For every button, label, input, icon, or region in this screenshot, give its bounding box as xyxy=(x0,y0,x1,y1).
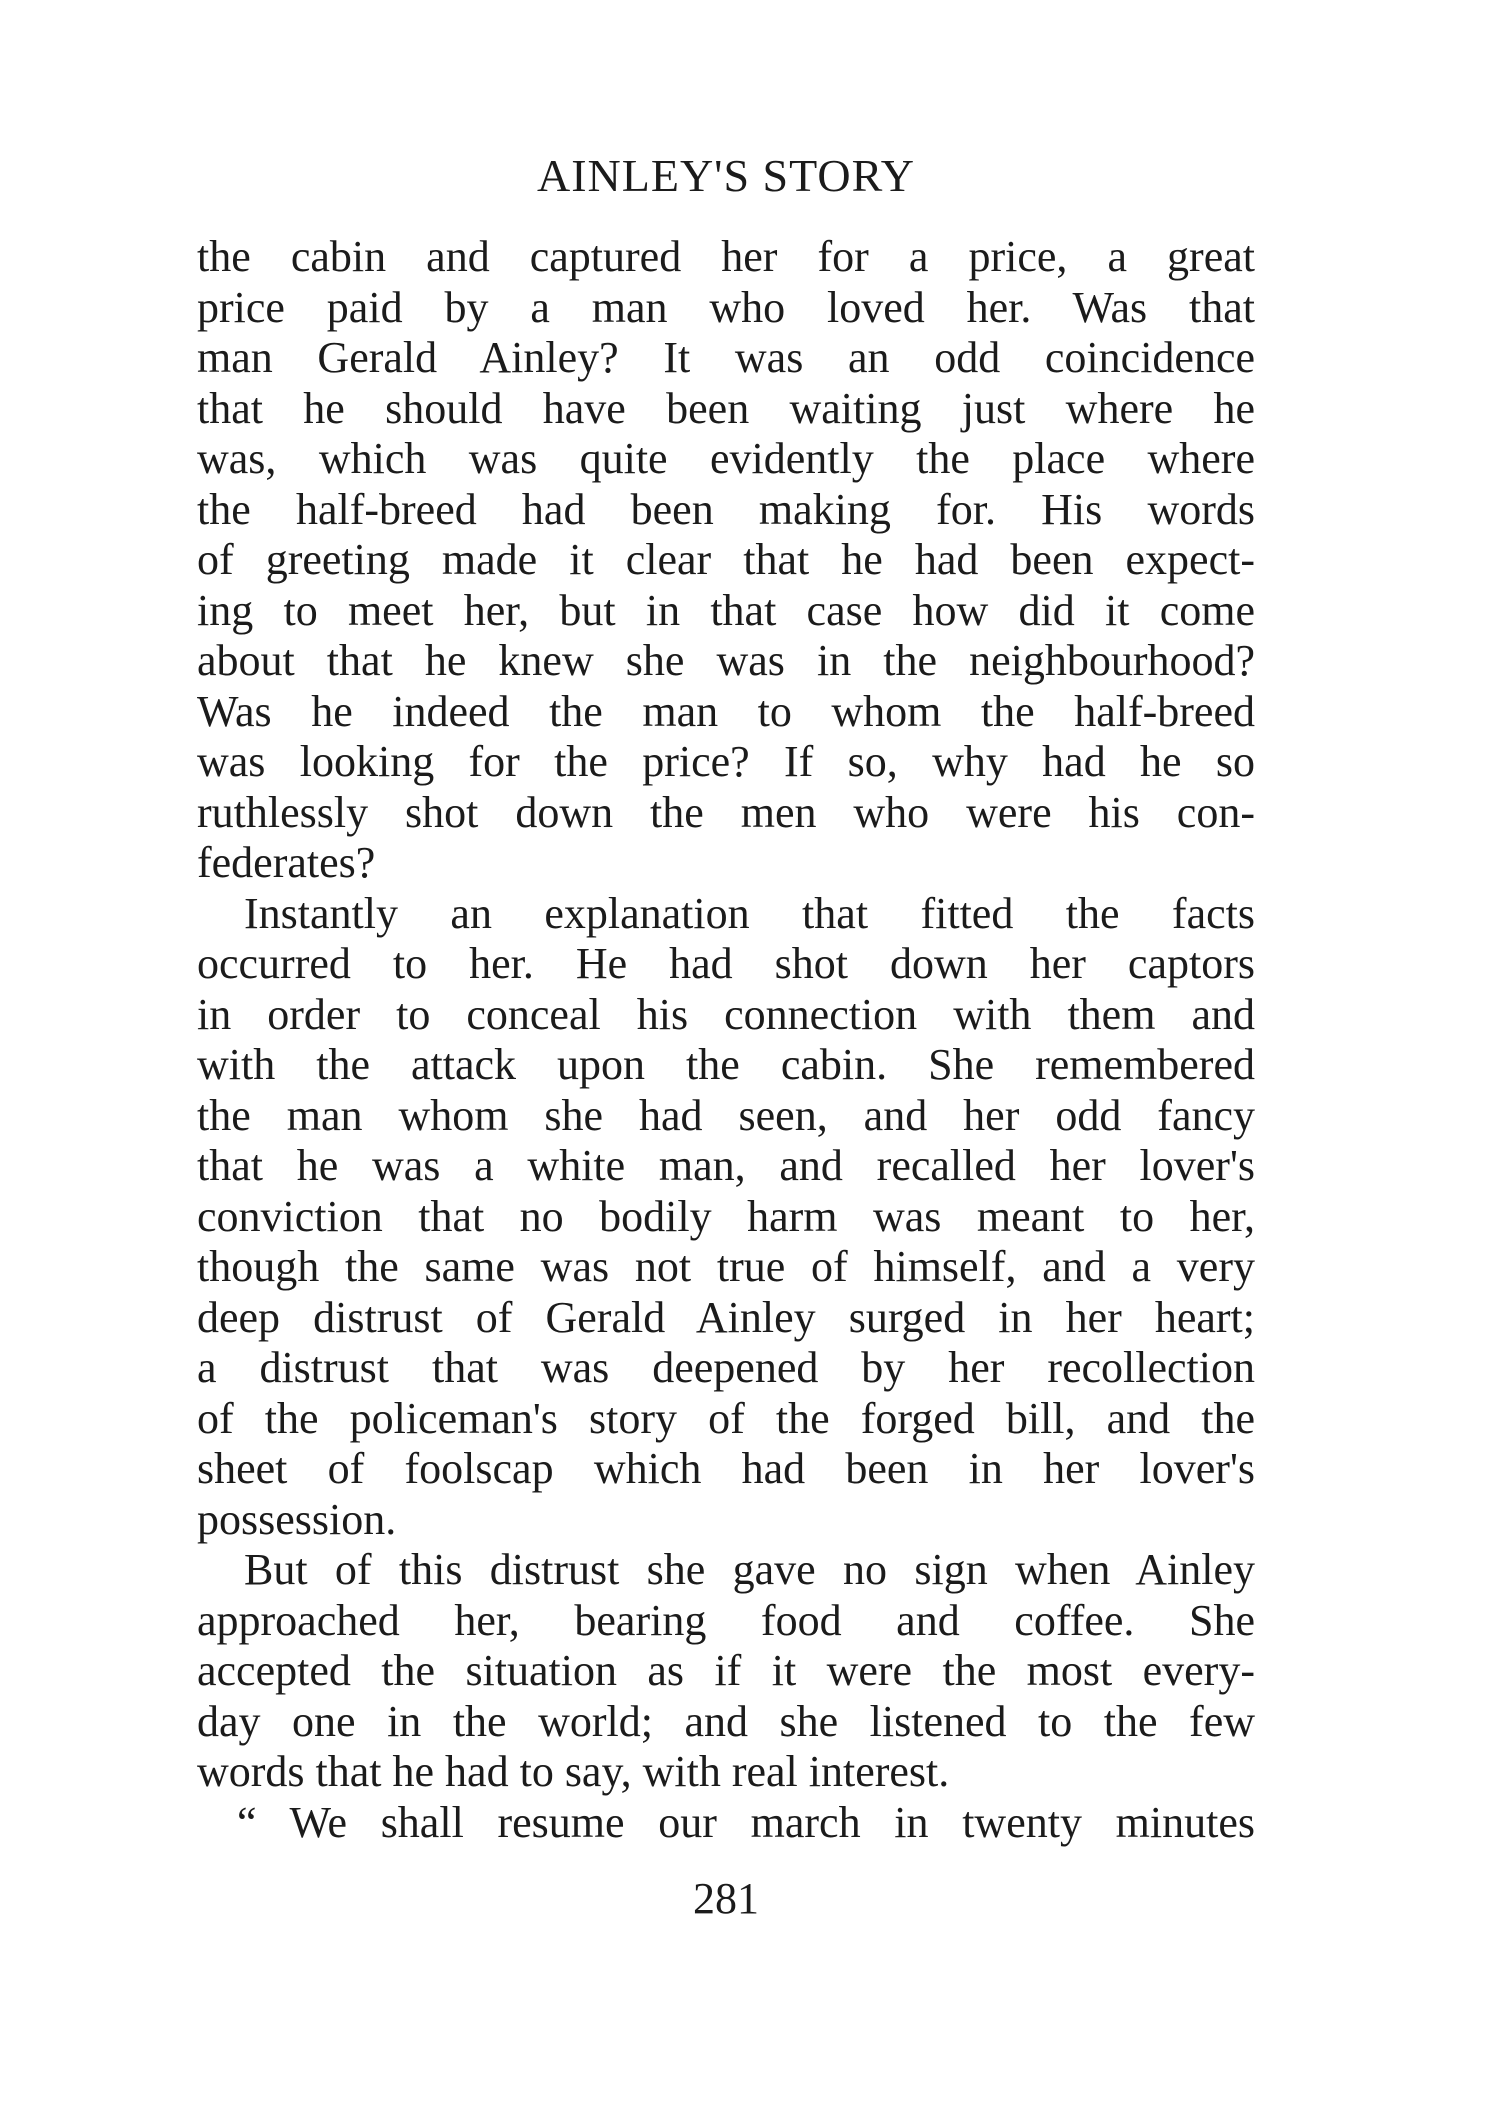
text-line: of the policeman's story of the forged bill, and the xyxy=(197,1393,1255,1443)
text-line: with the attack upon the cabin. She remembered xyxy=(197,1040,1255,1089)
text-line: of greeting made it clear that he had been expect- xyxy=(197,535,1255,584)
text-line: occurred to her. He had shot down her captors xyxy=(197,939,1255,988)
text-line: the cabin and captured her for a price, a great xyxy=(197,232,1255,281)
text-line: possession. xyxy=(197,1494,397,1544)
text-line: a distrust that was deepened by her recollection xyxy=(197,1343,1255,1392)
text-line: man Gerald Ainley? It was an odd coincidence xyxy=(197,333,1255,382)
text-line: price paid by a man who loved her. Was that xyxy=(197,282,1255,332)
running-head: AINLEY'S STORY xyxy=(537,150,915,201)
text-line: the man whom she had seen, and her odd fancy xyxy=(197,1090,1255,1140)
text-line: was looking for the price? If so, why had he so xyxy=(197,737,1255,786)
text-line: Instantly an explanation that fitted the facts xyxy=(244,888,1255,938)
text-line: conviction that no bodily harm was meant to her, xyxy=(197,1191,1255,1241)
text-line: words that he had to say, with real interest. xyxy=(197,1747,950,1796)
text-line: the half-breed had been making for. His words xyxy=(197,484,1255,534)
text-line: accepted the situation as if it were the most every- xyxy=(197,1646,1255,1695)
text-line: ing to meet her, but in that case how did it come xyxy=(197,585,1255,635)
text-line: federates? xyxy=(197,838,376,887)
text-line: that he should have been waiting just where he xyxy=(197,383,1255,433)
text-line: was, which was quite evidently the place where xyxy=(197,434,1255,483)
text-line: that he was a white man, and recalled her lover's xyxy=(197,1141,1255,1190)
text-line: Was he indeed the man to whom the half-breed xyxy=(197,686,1255,736)
text-line: though the same was not true of himself, and a very xyxy=(197,1242,1255,1291)
text-line: But of this distrust she gave no sign when Ainley xyxy=(244,1545,1255,1594)
text-line: approached her, bearing food and coffee. She xyxy=(197,1595,1255,1645)
page-number: 281 xyxy=(693,1874,759,1923)
body-text xyxy=(197,232,1255,1848)
text-line: “ We shall resume our march in twenty minutes xyxy=(237,1797,1255,1847)
text-line: sheet of foolscap which had been in her lover's xyxy=(197,1444,1255,1493)
text-line: in order to conceal his connection with them and xyxy=(197,989,1255,1039)
text-line: deep distrust of Gerald Ainley surged in her heart; xyxy=(197,1292,1255,1342)
text-line: day one in the world; and she listened to the few xyxy=(197,1696,1255,1746)
text-line: ruthlessly shot down the men who were his con- xyxy=(197,787,1255,837)
text-line: about that he knew she was in the neighbourhood? xyxy=(197,636,1255,685)
